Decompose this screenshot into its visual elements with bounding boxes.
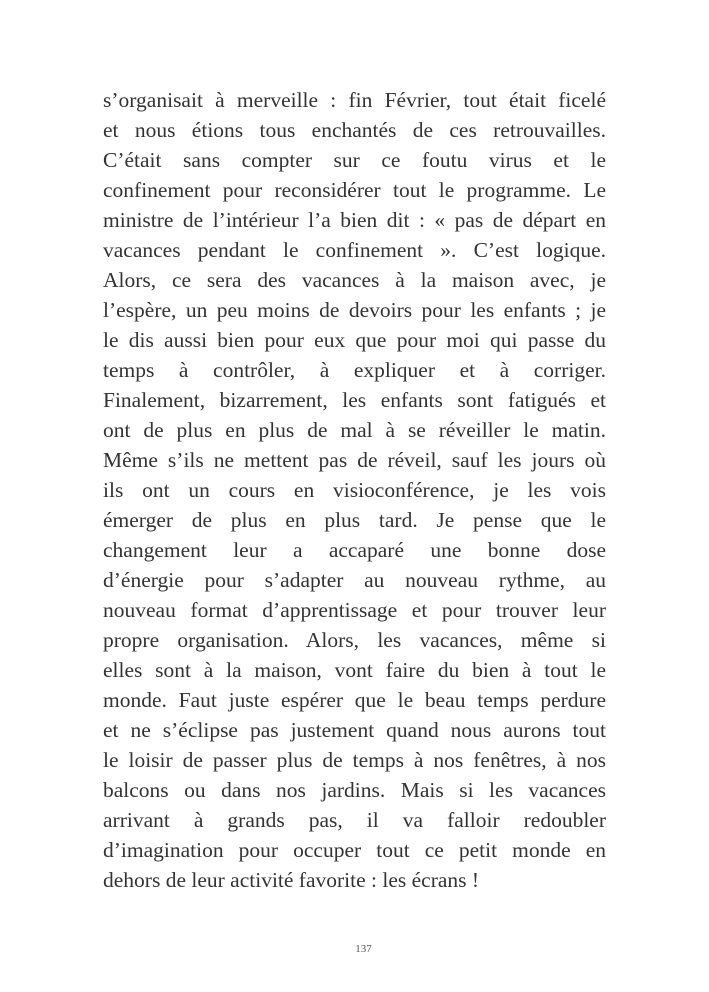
text-line: monde. Faut juste espérer que le beau temps perdure [103, 688, 606, 712]
text-line: émerger de plus en plus tard. Je pense que le [103, 508, 606, 532]
text-line: vacances pendant le confinement ». C’est logique. [103, 238, 606, 262]
text-line: dehors de leur activité favorite : les écrans ! [103, 868, 480, 892]
body-paragraph [103, 85, 606, 895]
text-line: nouveau format d’apprentissage et pour trouver leur [103, 598, 606, 622]
text-line: ministre de l’intérieur l’a bien dit : « pas de départ en [103, 208, 606, 232]
text-line: le loisir de passer plus de temps à nos fenêtres, à nos [103, 748, 606, 772]
text-line: d’imagination pour occuper tout ce petit monde en [103, 838, 606, 862]
text-line: elles sont à la maison, vont faire du bien à tout le [103, 658, 606, 682]
text-line: ils ont un cours en visioconférence, je les vois [103, 478, 606, 502]
text-line: temps à contrôler, à expliquer et à corriger. [103, 358, 606, 382]
text-line: et nous étions tous enchantés de ces retrouvailles. [103, 118, 606, 142]
text-line: balcons ou dans nos jardins. Mais si les vacances [103, 778, 606, 802]
page-number: 137 [355, 943, 372, 955]
text-line: C’était sans compter sur ce foutu virus et le [103, 148, 606, 172]
text-line: d’énergie pour s’adapter au nouveau rythme, au [103, 568, 606, 592]
text-line: arrivant à grands pas, il va falloir redoubler [103, 808, 606, 832]
text-line: le dis aussi bien pour eux que pour moi qui passe du [103, 328, 606, 352]
text-line: Finalement, bizarrement, les enfants sont fatigués et [103, 388, 606, 412]
text-line: l’espère, un peu moins de devoirs pour les enfants ; je [103, 298, 606, 322]
text-line: changement leur a accaparé une bonne dose [103, 538, 606, 562]
text-line: Même s’ils ne mettent pas de réveil, sauf les jours où [103, 448, 606, 472]
text-line: Alors, ce sera des vacances à la maison avec, je [103, 268, 606, 292]
text-line: propre organisation. Alors, les vacances, même si [103, 628, 606, 652]
text-line: ont de plus en plus de mal à se réveiller le matin. [103, 418, 606, 442]
text-line: confinement pour reconsidérer tout le programme. Le [103, 178, 606, 202]
text-line: s’organisait à merveille : fin Février, tout était ficelé [103, 88, 606, 112]
text-line: et ne s’éclipse pas justement quand nous aurons tout [103, 718, 606, 742]
